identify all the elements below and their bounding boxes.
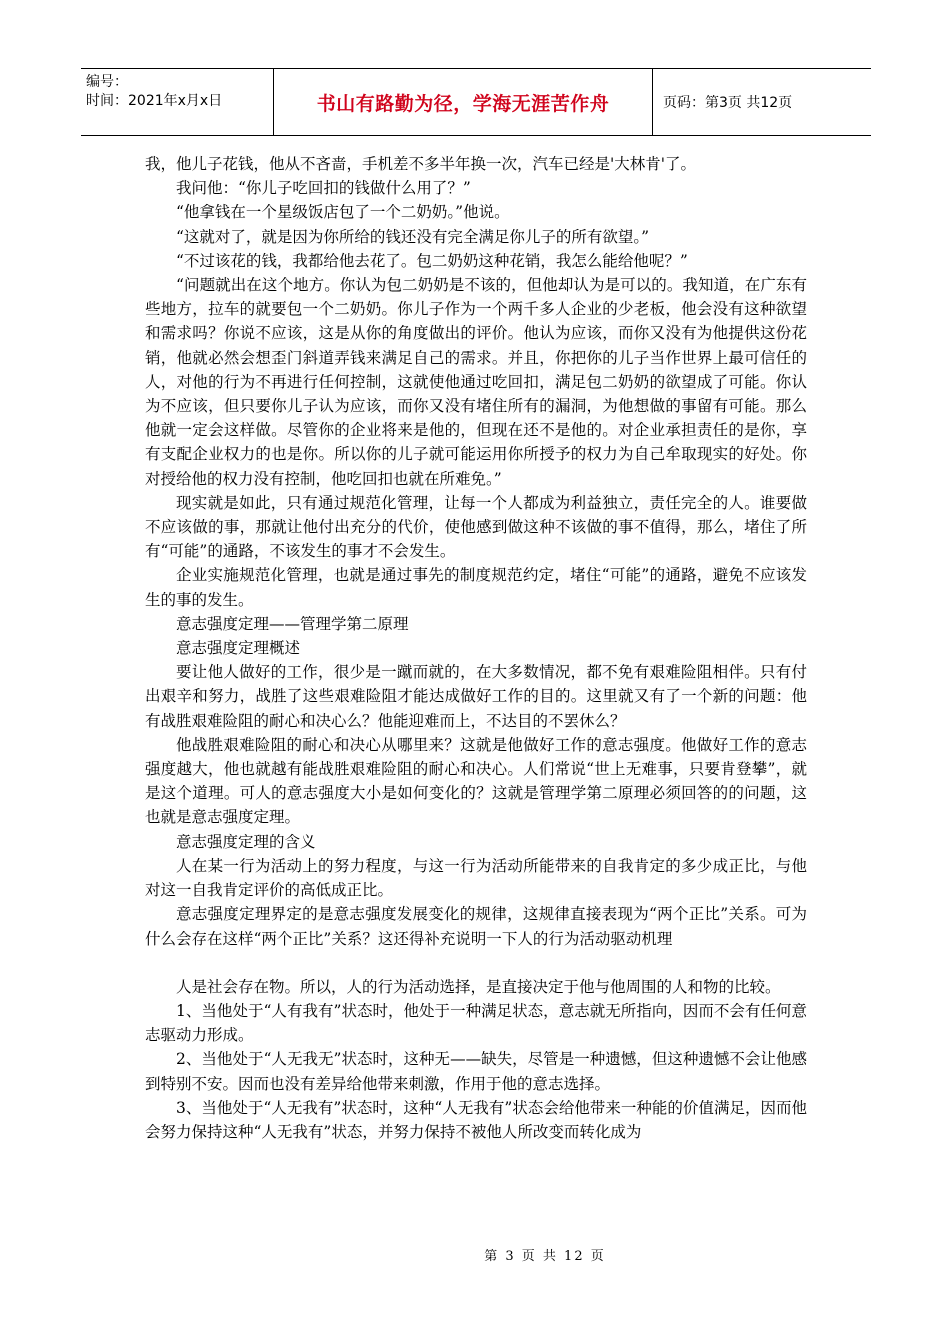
section-subheading: 意志强度定理概述 xyxy=(176,639,301,658)
paragraph: “问题就出在这个地方。你认为包二奶奶是不该的，但他却认为是可以的。我知道，在广东有些地方，拉车的就要包一个二奶奶。你儿子作为一个两千多人企业的少老板，他会没有这种欲望和需求吗？你说不应该，这是从你的角度做出的评价。他认为应该，而你又没有为他提供这份花销，他就必然会想歪门斜道弄钱来满足自己的需求。并且，你把你的儿子当作世界上最可信任的人，对他的行为不再进行任何控制，这就使他通过吃回扣，满足包二奶奶的欲望成了可能。你认为不应该，但只要你儿子认为应该，而你又没有堵住所有的漏洞，为他想做的事留有可能。那么他就一定会这样做。尽管你的企业将来是他的，但现在还不是他的。对企业承担责任的是你，享有支配企业权力的也是你。所以你的儿子就可能运用你所授予的权力为自己牟取现实的好处。你对授给他的权力没有控制，他吃回扣也就在所难免。” xyxy=(145,276,807,488)
paragraph: “他拿钱在一个星级饭店包了一个二奶奶。”他说。 xyxy=(176,203,510,222)
paragraph: 要让他人做好的工作，很少是一蹴而就的，在大多数情况，都不免有艰难险阻相伴。只有付出艰辛和努力，战胜了这些艰难险阻才能达成做好工作的目的。这里就又有了一个新的问题：他有战胜艰难险阻的耐心和决心么？他能迎难而上，不达目的不罢休么？ xyxy=(145,663,807,730)
paragraph: “不过该花的钱，我都给他去花了。包二奶奶这种花销，我怎么能给他呢？” xyxy=(176,251,688,270)
paragraph: 企业实施规范化管理，也就是通过事先的制度规范约定，堵住“可能”的通路，避免不应该发生的事的发生。 xyxy=(145,566,807,609)
document-time-label: 时间：2021年x月x日 xyxy=(86,93,223,109)
footer-page-number: 第 3 页 共 12 页 xyxy=(484,1249,606,1264)
header-page-info: 页码：第3页 共12页 xyxy=(663,95,793,111)
paragraph: 现实就是如此，只有通过规范化管理，让每一个人都成为利益独立，责任完全的人。谁要做不应该做的事，那就让他付出充分的代价，使他感到做这种不该做的事不值得，那么，堵住了所有“可能”的通路，不该发生的事才不会发生。 xyxy=(145,493,807,561)
section-subheading: 意志强度定理的含义 xyxy=(176,832,316,851)
paragraph: 我问他：“你儿子吃回扣的钱做什么用了？” xyxy=(176,179,471,198)
list-item: 3、当他处于“人无我有”状态时，这种“人无我有”状态会给他带来一种能的价值满足，因而他会努力保持这种“人无我有”状态，并努力保持不被他人所改变而转化成为 xyxy=(145,1098,807,1141)
paragraph: 意志强度定理界定的是意志强度发展变化的规律，这规律直接表现为“两个正比”关系。可为什么会存在这样“两个正比”关系？这还得补充说明一下人的行为活动驱动机理 xyxy=(145,905,807,948)
header-meta-cell xyxy=(81,69,274,135)
page-header xyxy=(81,68,871,136)
paragraph: 他战胜艰难险阻的耐心和决心从哪里来？这就是他做好工作的意志强度。他做好工作的意志强度越大，他也就越有能战胜艰难险阻的耐心和决心。人们常说“世上无难事，只要肯登攀”，就是这个道理。可人的意志强度大小是如何变化的？这就是管理学第二原理必须回答的的问题，这也就是意志强度定理。 xyxy=(145,735,807,827)
section-heading: 意志强度定理——管理学第二原理 xyxy=(176,614,409,633)
paragraph: “这就对了，就是因为你所给的钱还没有完全满足你儿子的所有欲望。” xyxy=(176,227,650,246)
paragraph: 人是社会存在物。所以，人的行为活动选择，是直接决定于他与他周围的人和物的比较。 xyxy=(176,977,781,996)
list-item: 2、当他处于“人无我无”状态时，这种无——缺失，尽管是一种遗憾，但这种遗憾不会让他感到特别不安。因而也没有差异给他带来刺激，作用于他的意志选择。 xyxy=(145,1050,807,1093)
list-item: 1、当他处于“人有我有”状态时，他处于一种满足状态，意志就无所指向，因而不会有任何意志驱动力形成。 xyxy=(145,1001,807,1045)
paragraph: 人在某一行为活动上的努力程度，与这一行为活动所能带来的自我肯定的多少成正比，与他对这一自我肯定评价的高低成正比。 xyxy=(145,856,807,900)
paragraph: 我，他儿子花钱，他从不吝啬，手机差不多半年换一次，汽车已经是'大林肯'了。 xyxy=(145,155,697,173)
document-number-label: 编号： xyxy=(86,74,128,90)
header-motto-cell xyxy=(274,69,653,135)
document-body xyxy=(145,152,807,1144)
page-footer xyxy=(0,1245,950,1264)
header-motto: 书山有路勤为径，学海无涯苦作舟 xyxy=(316,92,610,115)
header-page-cell xyxy=(653,69,871,135)
